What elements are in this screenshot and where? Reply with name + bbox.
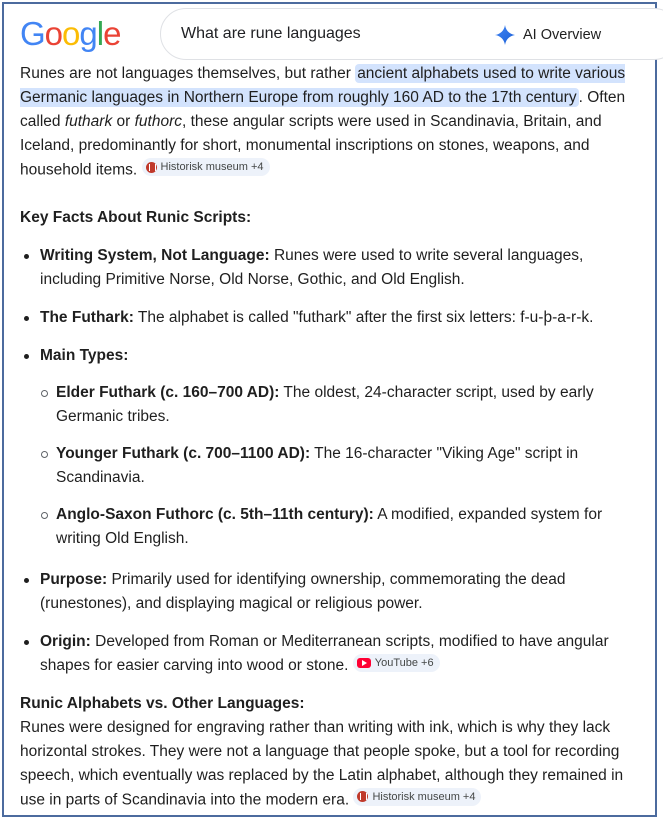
comparison-text: Runes were designed for engraving rather than writing with ink, which is why they lack horizontal strokes. They were not a language that people spoke, but a tool for recording speech, which eventually was replaced by the Latin alphabet, although they remained in use in parts of Scandinavia into the modern era. bbox=[20, 718, 624, 808]
list-item bbox=[20, 344, 648, 551]
youtube-icon bbox=[357, 658, 371, 668]
sparkle-icon bbox=[495, 25, 515, 45]
highlighted-answer: ancient alphabets used to write various Germanic languages in Northern Europe from roughly 160 AD to the 17th century bbox=[20, 65, 626, 106]
logo-letter: G bbox=[20, 15, 45, 52]
overview-content bbox=[20, 62, 648, 812]
item-text: Primarily used for identifying ownership, commemorating the dead (runestones), and displaying magical or religious power. bbox=[40, 570, 566, 612]
source-chip-historisk[interactable] bbox=[142, 158, 270, 176]
intro-text-1: Runes are not languages themselves, but rather bbox=[20, 65, 356, 82]
key-facts-list bbox=[20, 244, 648, 678]
type-text: The oldest, 24-character script, used by early Germanic tribes. bbox=[56, 383, 594, 425]
intro-or: or bbox=[112, 113, 135, 130]
logo-letter: o bbox=[62, 15, 80, 52]
logo-letter: g bbox=[79, 15, 97, 52]
logo-letter: o bbox=[44, 15, 63, 52]
type-title: Younger Futhark (c. 700–1100 AD): bbox=[56, 444, 311, 462]
source-chip-historisk[interactable] bbox=[353, 788, 481, 806]
list-item bbox=[20, 568, 648, 616]
intro-text-3: , these angular scripts were used in Scandinavia, Britain, and Iceland, predominantly for short, monumental inscriptions on stones, weapons, and household items. bbox=[20, 113, 602, 179]
item-title: Purpose: bbox=[40, 570, 108, 588]
item-title: The Futhark: bbox=[40, 308, 134, 326]
list-item bbox=[20, 503, 648, 551]
list-item bbox=[20, 381, 648, 429]
item-text: Runes were used to write several languages, including Primitive Norse, Old Norse, Gothic, and Old English. bbox=[40, 246, 584, 288]
key-facts-heading: Key Facts About Runic Scripts: bbox=[20, 208, 252, 226]
chip-label: YouTube +6 bbox=[374, 656, 434, 669]
search-header bbox=[4, 4, 655, 64]
ai-overview-panel bbox=[2, 2, 657, 817]
type-text: A modified, expanded system for writing Old English. bbox=[56, 505, 603, 547]
item-text: The alphabet is called "futhark" after the first six letters: f-u-þ-a-r-k. bbox=[133, 308, 594, 326]
list-item bbox=[20, 630, 648, 678]
search-box[interactable] bbox=[160, 8, 663, 60]
logo-letter: l bbox=[96, 15, 104, 52]
intro-text-2: . Often called bbox=[20, 89, 626, 130]
source-chip-youtube[interactable] bbox=[353, 654, 440, 672]
item-text: Developed from Roman or Mediterranean scripts, modified to have angular shapes for easier carving into wood or stone. bbox=[40, 632, 609, 674]
ai-overview-label: AI Overview bbox=[523, 27, 602, 43]
google-logo[interactable] bbox=[20, 14, 120, 54]
type-title: Anglo-Saxon Futhorc (c. 5th–11th century): bbox=[56, 505, 374, 523]
logo-letter: e bbox=[103, 15, 121, 52]
item-title: Main Types: bbox=[40, 346, 129, 364]
chip-label: Historisk museum +4 bbox=[160, 161, 264, 173]
ai-overview-button[interactable] bbox=[495, 21, 601, 49]
intro-paragraph bbox=[20, 62, 648, 183]
list-item bbox=[20, 442, 648, 490]
comparison-heading: Runic Alphabets vs. Other Languages: bbox=[20, 694, 305, 712]
museum-icon bbox=[357, 791, 368, 802]
types-list bbox=[20, 381, 648, 551]
futhark-term: futhark bbox=[64, 113, 113, 130]
type-text: The 16-character "Viking Age" script in Scandinavia. bbox=[56, 444, 579, 486]
item-title: Origin: bbox=[40, 632, 91, 650]
item-title: Writing System, Not Language: bbox=[40, 246, 270, 264]
type-title: Elder Futhark (c. 160–700 AD): bbox=[56, 383, 280, 401]
futhorc-term: futhorc bbox=[134, 113, 182, 130]
chip-label: Historisk museum +4 bbox=[372, 790, 476, 803]
list-item bbox=[20, 244, 648, 292]
search-query[interactable]: What are rune languages bbox=[181, 25, 361, 42]
museum-icon bbox=[146, 162, 157, 173]
comparison-paragraph bbox=[20, 716, 648, 813]
list-item bbox=[20, 306, 648, 330]
